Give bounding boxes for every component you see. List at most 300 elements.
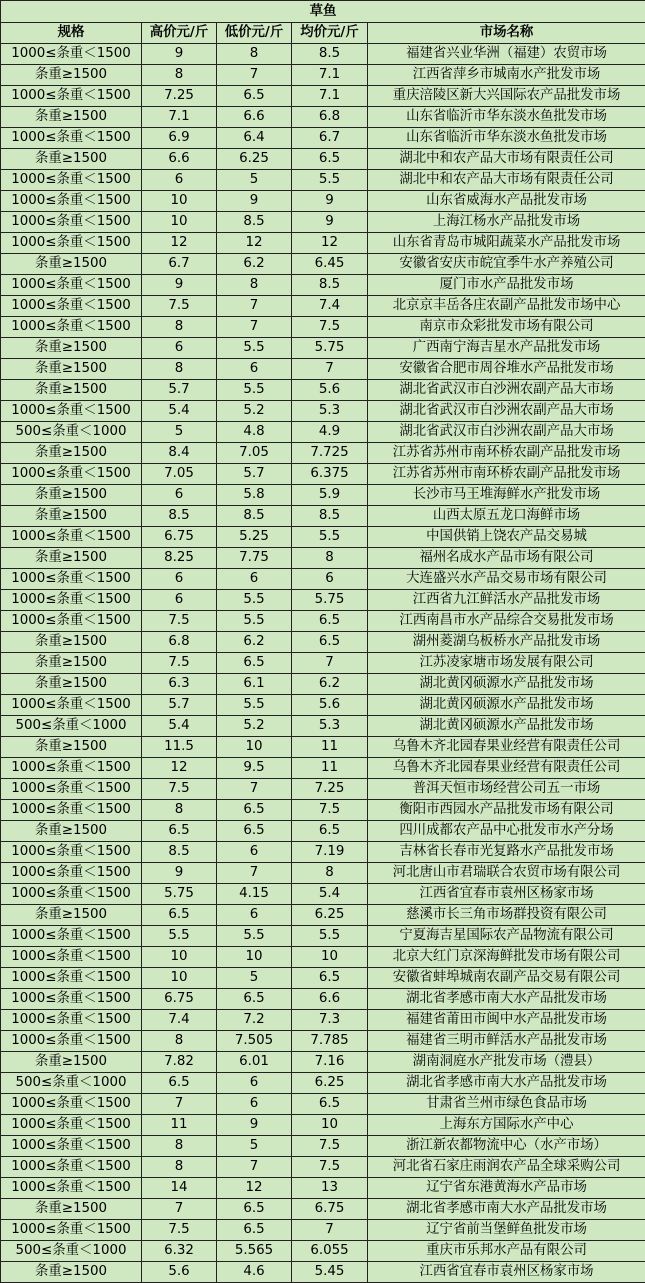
- table-row: [1, 548, 645, 569]
- high-price-cell: 7.82: [142, 1052, 217, 1073]
- low-price-cell: 7.75: [217, 548, 292, 569]
- spec-cell: 1000≤条重＜1500: [1, 275, 142, 296]
- table-row: [1, 1199, 645, 1220]
- avg-price-cell: 6.5: [292, 149, 368, 170]
- low-price-cell: 6.5: [217, 1220, 292, 1241]
- market-name-cell: 重庆市乐邦水产品有限公司: [368, 1241, 645, 1262]
- low-price-cell: 6.25: [217, 149, 292, 170]
- market-name-cell: 湖北省武汉市白沙洲农副产品大市场: [368, 401, 645, 422]
- table-row: [1, 674, 645, 695]
- avg-price-cell: 7: [292, 1220, 368, 1241]
- high-price-cell: 7: [142, 1094, 217, 1115]
- market-name-cell: 中国供销上饶农产品交易城: [368, 527, 645, 548]
- high-price-cell: 9: [142, 44, 217, 65]
- market-name-cell: 厦门市水产品批发市场: [368, 275, 645, 296]
- avg-price-cell: 9: [292, 212, 368, 233]
- table-row: [1, 485, 645, 506]
- market-name-cell: 湖北黄冈硕源水产品批发市场: [368, 695, 645, 716]
- table-row: [1, 275, 645, 296]
- spec-cell: 1000≤条重＜1500: [1, 317, 142, 338]
- market-name-cell: 江苏省苏州市南环桥农副产品批发市场: [368, 464, 645, 485]
- market-name-cell: 江西南昌市水产品综合交易批发市场: [368, 611, 645, 632]
- market-name-cell: 江苏省苏州市南环桥农副产品批发市场: [368, 443, 645, 464]
- avg-price-cell: 8.5: [292, 275, 368, 296]
- spec-cell: 1000≤条重＜1500: [1, 779, 142, 800]
- spec-cell: 1000≤条重＜1500: [1, 401, 142, 422]
- high-price-cell: 6.8: [142, 632, 217, 653]
- spec-cell: 500≤条重＜1000: [1, 1241, 142, 1262]
- avg-price-cell: 5.6: [292, 380, 368, 401]
- high-price-cell: 5: [142, 422, 217, 443]
- avg-price-cell: 5.4: [292, 884, 368, 905]
- market-name-cell: 安徽省合肥市周谷堆水产品批发市场: [368, 359, 645, 380]
- market-name-cell: 乌鲁木齐北园春果业经营有限责任公司: [368, 737, 645, 758]
- low-price-cell: 5.5: [217, 695, 292, 716]
- table-row: [1, 611, 645, 632]
- low-price-cell: 6.2: [217, 632, 292, 653]
- table-row: [1, 569, 645, 590]
- high-price-cell: 5.75: [142, 884, 217, 905]
- spec-cell: 1000≤条重＜1500: [1, 1178, 142, 1199]
- market-name-cell: 安徽省安庆市皖宜季牛水产养殖公司: [368, 254, 645, 275]
- high-price-cell: 6.6: [142, 149, 217, 170]
- high-price-cell: 7.5: [142, 1220, 217, 1241]
- table-row: [1, 1220, 645, 1241]
- avg-price-cell: 10: [292, 947, 368, 968]
- header-high-price: 高价元/斤: [142, 23, 217, 44]
- table-row: [1, 464, 645, 485]
- spec-cell: 1000≤条重＜1500: [1, 590, 142, 611]
- market-name-cell: 重庆涪陵区新大兴国际农产品批发市场: [368, 86, 645, 107]
- avg-price-cell: 6.5: [292, 1094, 368, 1115]
- low-price-cell: 6.5: [217, 653, 292, 674]
- avg-price-cell: 7.785: [292, 1031, 368, 1052]
- table-row: [1, 821, 645, 842]
- spec-cell: 1000≤条重＜1500: [1, 863, 142, 884]
- table-row: [1, 359, 645, 380]
- header-spec: 规格: [1, 23, 142, 44]
- high-price-cell: 10: [142, 947, 217, 968]
- table-row: [1, 422, 645, 443]
- table-row: [1, 86, 645, 107]
- market-name-cell: 江西省萍乡市城南水产批发市场: [368, 65, 645, 86]
- high-price-cell: 7.5: [142, 653, 217, 674]
- avg-price-cell: 7.16: [292, 1052, 368, 1073]
- market-name-cell: 江苏凌家塘市场发展有限公司: [368, 653, 645, 674]
- market-name-cell: 湖北省孝感市南大水产品批发市场: [368, 989, 645, 1010]
- low-price-cell: 8.5: [217, 506, 292, 527]
- spec-cell: 条重≥1500: [1, 254, 142, 275]
- table-row: [1, 44, 645, 65]
- avg-price-cell: 6.75: [292, 1199, 368, 1220]
- table-row: [1, 506, 645, 527]
- market-name-cell: 广西南宁海吉星水产品批发市场: [368, 338, 645, 359]
- market-name-cell: 安徽省蚌埠城南农副产品交易有限公司: [368, 968, 645, 989]
- table-row: [1, 947, 645, 968]
- high-price-cell: 8: [142, 317, 217, 338]
- header-avg-price: 均价元/斤: [292, 23, 368, 44]
- avg-price-cell: 6.5: [292, 968, 368, 989]
- avg-price-cell: 7.5: [292, 1136, 368, 1157]
- low-price-cell: 5.25: [217, 527, 292, 548]
- table-row: [1, 1115, 645, 1136]
- table-row: [1, 1073, 645, 1094]
- spec-cell: 1000≤条重＜1500: [1, 212, 142, 233]
- avg-price-cell: 7: [292, 653, 368, 674]
- market-name-cell: 湖北省孝感市南大水产品批发市场: [368, 1199, 645, 1220]
- high-price-cell: 10: [142, 191, 217, 212]
- high-price-cell: 10: [142, 968, 217, 989]
- high-price-cell: 6.75: [142, 989, 217, 1010]
- low-price-cell: 5.8: [217, 485, 292, 506]
- market-name-cell: 江西省宜春市袁州区杨家市场: [368, 884, 645, 905]
- table-row: [1, 842, 645, 863]
- avg-price-cell: 6.8: [292, 107, 368, 128]
- low-price-cell: 5.2: [217, 401, 292, 422]
- high-price-cell: 7.05: [142, 464, 217, 485]
- low-price-cell: 7: [217, 1157, 292, 1178]
- table-row: [1, 1136, 645, 1157]
- table-row: [1, 800, 645, 821]
- spec-cell: 1000≤条重＜1500: [1, 44, 142, 65]
- spec-cell: 1000≤条重＜1500: [1, 989, 142, 1010]
- spec-cell: 1000≤条重＜1500: [1, 86, 142, 107]
- high-price-cell: 8: [142, 1136, 217, 1157]
- table-row: [1, 1052, 645, 1073]
- low-price-cell: 6.5: [217, 1199, 292, 1220]
- avg-price-cell: 7.4: [292, 296, 368, 317]
- avg-price-cell: 7.25: [292, 779, 368, 800]
- market-name-cell: 山西太原五龙口海鲜市场: [368, 506, 645, 527]
- table-row: [1, 968, 645, 989]
- table-row: [1, 863, 645, 884]
- high-price-cell: 6.5: [142, 1073, 217, 1094]
- table-row: [1, 989, 645, 1010]
- market-name-cell: 普洱天恒市场经营公司五一市场: [368, 779, 645, 800]
- table-row: [1, 254, 645, 275]
- market-name-cell: 吉林省长春市光复路水产品批发市场: [368, 842, 645, 863]
- market-name-cell: 福建省兴业华洲（福建）农贸市场: [368, 44, 645, 65]
- avg-price-cell: 6.25: [292, 905, 368, 926]
- avg-price-cell: 5.5: [292, 926, 368, 947]
- high-price-cell: 6: [142, 485, 217, 506]
- market-name-cell: 辽宁省东港黄海水产品市场: [368, 1178, 645, 1199]
- table-row: [1, 1010, 645, 1031]
- spec-cell: 条重≥1500: [1, 674, 142, 695]
- high-price-cell: 12: [142, 233, 217, 254]
- low-price-cell: 9.5: [217, 758, 292, 779]
- table-row: [1, 170, 645, 191]
- high-price-cell: 8: [142, 1157, 217, 1178]
- spec-cell: 1000≤条重＜1500: [1, 233, 142, 254]
- header-row: [1, 23, 645, 44]
- table-row: [1, 401, 645, 422]
- high-price-cell: 9: [142, 863, 217, 884]
- low-price-cell: 5.5: [217, 338, 292, 359]
- market-name-cell: 上海江杨水产品批发市场: [368, 212, 645, 233]
- table-row: [1, 1262, 645, 1283]
- market-name-cell: 南京市众彩批发市场有限公司: [368, 317, 645, 338]
- table-row: [1, 1178, 645, 1199]
- market-name-cell: 上海东方国际水产中心: [368, 1115, 645, 1136]
- low-price-cell: 4.8: [217, 422, 292, 443]
- avg-price-cell: 8.5: [292, 506, 368, 527]
- avg-price-cell: 6.45: [292, 254, 368, 275]
- market-name-cell: 河北唐山市君瑞联合农贸市场有限公司: [368, 863, 645, 884]
- market-name-cell: 湖北黄冈硕源水产品批发市场: [368, 716, 645, 737]
- table-row: [1, 716, 645, 737]
- spec-cell: 1000≤条重＜1500: [1, 1220, 142, 1241]
- market-name-cell: 江西省宜春市袁州区杨家市场: [368, 1262, 645, 1283]
- market-name-cell: 湖北黄冈硕源水产品批发市场: [368, 674, 645, 695]
- avg-price-cell: 7.5: [292, 1157, 368, 1178]
- table-row: [1, 779, 645, 800]
- spec-cell: 1000≤条重＜1500: [1, 611, 142, 632]
- low-price-cell: 12: [217, 233, 292, 254]
- avg-price-cell: 6.6: [292, 989, 368, 1010]
- table-row: [1, 926, 645, 947]
- avg-price-cell: 12: [292, 233, 368, 254]
- high-price-cell: 11.5: [142, 737, 217, 758]
- low-price-cell: 7: [217, 296, 292, 317]
- spec-cell: 1000≤条重＜1500: [1, 1157, 142, 1178]
- low-price-cell: 5.7: [217, 464, 292, 485]
- low-price-cell: 9: [217, 191, 292, 212]
- avg-price-cell: 7.5: [292, 317, 368, 338]
- avg-price-cell: 8: [292, 863, 368, 884]
- spec-cell: 1000≤条重＜1500: [1, 1136, 142, 1157]
- avg-price-cell: 5.9: [292, 485, 368, 506]
- table-row: [1, 632, 645, 653]
- high-price-cell: 8: [142, 359, 217, 380]
- avg-price-cell: 13: [292, 1178, 368, 1199]
- spec-cell: 1000≤条重＜1500: [1, 1115, 142, 1136]
- spec-cell: 条重≥1500: [1, 737, 142, 758]
- spec-cell: 条重≥1500: [1, 65, 142, 86]
- low-price-cell: 9: [217, 1115, 292, 1136]
- market-name-cell: 湖北中和农产品大市场有限责任公司: [368, 170, 645, 191]
- low-price-cell: 7: [217, 863, 292, 884]
- market-name-cell: 湖北省武汉市白沙洲农副产品大市场: [368, 380, 645, 401]
- market-name-cell: 浙江新农都物流中心（水产市场）: [368, 1136, 645, 1157]
- low-price-cell: 5.5: [217, 590, 292, 611]
- avg-price-cell: 5.75: [292, 590, 368, 611]
- high-price-cell: 6.7: [142, 254, 217, 275]
- avg-price-cell: 8.5: [292, 44, 368, 65]
- spec-cell: 1000≤条重＜1500: [1, 947, 142, 968]
- high-price-cell: 7.4: [142, 1010, 217, 1031]
- table-row: [1, 590, 645, 611]
- low-price-cell: 6.6: [217, 107, 292, 128]
- avg-price-cell: 6.055: [292, 1241, 368, 1262]
- avg-price-cell: 7.3: [292, 1010, 368, 1031]
- high-price-cell: 6.3: [142, 674, 217, 695]
- low-price-cell: 4.15: [217, 884, 292, 905]
- spec-cell: 条重≥1500: [1, 107, 142, 128]
- spec-cell: 条重≥1500: [1, 905, 142, 926]
- avg-price-cell: 10: [292, 1115, 368, 1136]
- high-price-cell: 8.25: [142, 548, 217, 569]
- avg-price-cell: 6.375: [292, 464, 368, 485]
- table-row: [1, 149, 645, 170]
- market-name-cell: 福建省三明市鲜活水产品批发市场: [368, 1031, 645, 1052]
- low-price-cell: 6.5: [217, 821, 292, 842]
- market-name-cell: 大连盛兴水产品交易市场有限公司: [368, 569, 645, 590]
- avg-price-cell: 5.6: [292, 695, 368, 716]
- market-name-cell: 河北省石家庄雨润农产品全球采购公司: [368, 1157, 645, 1178]
- low-price-cell: 10: [217, 947, 292, 968]
- table-row: [1, 653, 645, 674]
- table-title: 草鱼: [1, 1, 645, 23]
- high-price-cell: 5.4: [142, 401, 217, 422]
- market-name-cell: 江西省九江鲜活水产品批发市场: [368, 590, 645, 611]
- high-price-cell: 5.6: [142, 1262, 217, 1283]
- avg-price-cell: 7.5: [292, 800, 368, 821]
- high-price-cell: 14: [142, 1178, 217, 1199]
- spec-cell: 1000≤条重＜1500: [1, 968, 142, 989]
- high-price-cell: 5.4: [142, 716, 217, 737]
- spec-cell: 条重≥1500: [1, 632, 142, 653]
- high-price-cell: 7.25: [142, 86, 217, 107]
- market-name-cell: 山东省威海水产品批发市场: [368, 191, 645, 212]
- high-price-cell: 5.7: [142, 380, 217, 401]
- spec-cell: 条重≥1500: [1, 1262, 142, 1283]
- high-price-cell: 7.5: [142, 296, 217, 317]
- spec-cell: 条重≥1500: [1, 653, 142, 674]
- high-price-cell: 6: [142, 590, 217, 611]
- spec-cell: 1000≤条重＜1500: [1, 842, 142, 863]
- high-price-cell: 6.32: [142, 1241, 217, 1262]
- market-name-cell: 宁夏海吉星国际农产品物流有限公司: [368, 926, 645, 947]
- table-row: [1, 527, 645, 548]
- market-name-cell: 山东省临沂市华东淡水鱼批发市场: [368, 107, 645, 128]
- avg-price-cell: 7.19: [292, 842, 368, 863]
- spec-cell: 1000≤条重＜1500: [1, 527, 142, 548]
- spec-cell: 1000≤条重＜1500: [1, 1010, 142, 1031]
- spec-cell: 1000≤条重＜1500: [1, 191, 142, 212]
- spec-cell: 条重≥1500: [1, 380, 142, 401]
- low-price-cell: 6: [217, 359, 292, 380]
- avg-price-cell: 6.25: [292, 1073, 368, 1094]
- avg-price-cell: 11: [292, 737, 368, 758]
- spec-cell: 1000≤条重＜1500: [1, 464, 142, 485]
- avg-price-cell: 6.7: [292, 128, 368, 149]
- spec-cell: 条重≥1500: [1, 1052, 142, 1073]
- low-price-cell: 7.2: [217, 1010, 292, 1031]
- high-price-cell: 11: [142, 1115, 217, 1136]
- table-row: [1, 1094, 645, 1115]
- market-name-cell: 辽宁省前当堡鲜鱼批发市场: [368, 1220, 645, 1241]
- high-price-cell: 8.4: [142, 443, 217, 464]
- spec-cell: 1000≤条重＜1500: [1, 800, 142, 821]
- low-price-cell: 6.5: [217, 989, 292, 1010]
- market-name-cell: 甘肃省兰州市绿色食品市场: [368, 1094, 645, 1115]
- market-name-cell: 湖北省孝感市南大水产品批发市场: [368, 1073, 645, 1094]
- high-price-cell: 6.5: [142, 821, 217, 842]
- avg-price-cell: 7.1: [292, 86, 368, 107]
- high-price-cell: 8.5: [142, 506, 217, 527]
- low-price-cell: 5: [217, 1136, 292, 1157]
- low-price-cell: 7.505: [217, 1031, 292, 1052]
- spec-cell: 1000≤条重＜1500: [1, 296, 142, 317]
- spec-cell: 条重≥1500: [1, 548, 142, 569]
- high-price-cell: 6: [142, 170, 217, 191]
- spec-cell: 1000≤条重＜1500: [1, 884, 142, 905]
- low-price-cell: 5: [217, 968, 292, 989]
- low-price-cell: 8: [217, 44, 292, 65]
- spec-cell: 1000≤条重＜1500: [1, 758, 142, 779]
- spec-cell: 条重≥1500: [1, 359, 142, 380]
- table-title-row: [1, 1, 645, 23]
- avg-price-cell: 8: [292, 548, 368, 569]
- low-price-cell: 8.5: [217, 212, 292, 233]
- spec-cell: 条重≥1500: [1, 485, 142, 506]
- market-name-cell: 山东省青岛市城阳蔬菜水产品批发市场: [368, 233, 645, 254]
- high-price-cell: 9: [142, 275, 217, 296]
- low-price-cell: 4.6: [217, 1262, 292, 1283]
- low-price-cell: 6.01: [217, 1052, 292, 1073]
- avg-price-cell: 6.2: [292, 674, 368, 695]
- market-name-cell: 四川成都农产品中心批发市水产分场: [368, 821, 645, 842]
- market-name-cell: 湖北省武汉市白沙洲农副产品大市场: [368, 422, 645, 443]
- high-price-cell: 8: [142, 65, 217, 86]
- table-row: [1, 1157, 645, 1178]
- table-row: [1, 380, 645, 401]
- high-price-cell: 7.1: [142, 107, 217, 128]
- low-price-cell: 6: [217, 905, 292, 926]
- low-price-cell: 7: [217, 65, 292, 86]
- spec-cell: 1000≤条重＜1500: [1, 695, 142, 716]
- avg-price-cell: 6: [292, 569, 368, 590]
- spec-cell: 条重≥1500: [1, 506, 142, 527]
- market-name-cell: 湖南洞庭水产批发市场（澧县）: [368, 1052, 645, 1073]
- low-price-cell: 7: [217, 779, 292, 800]
- spec-cell: 条重≥1500: [1, 149, 142, 170]
- market-name-cell: 长沙市马王堆海鲜水产批发市场: [368, 485, 645, 506]
- market-name-cell: 乌鲁木齐北园春果业经营有限责任公司: [368, 758, 645, 779]
- market-name-cell: 慈溪市长三角市场群投资有限公司: [368, 905, 645, 926]
- table-row: [1, 296, 645, 317]
- market-name-cell: 山东省临沂市华东淡水鱼批发市场: [368, 128, 645, 149]
- avg-price-cell: 6.5: [292, 821, 368, 842]
- low-price-cell: 6.1: [217, 674, 292, 695]
- low-price-cell: 5.565: [217, 1241, 292, 1262]
- high-price-cell: 12: [142, 758, 217, 779]
- avg-price-cell: 11: [292, 758, 368, 779]
- high-price-cell: 7: [142, 1199, 217, 1220]
- avg-price-cell: 5.3: [292, 716, 368, 737]
- avg-price-cell: 5.75: [292, 338, 368, 359]
- table-row: [1, 65, 645, 86]
- spec-cell: 条重≥1500: [1, 821, 142, 842]
- header-low-price: 低价元/斤: [217, 23, 292, 44]
- low-price-cell: 5.5: [217, 611, 292, 632]
- spec-cell: 500≤条重＜1000: [1, 422, 142, 443]
- high-price-cell: 6.5: [142, 905, 217, 926]
- avg-price-cell: 7.725: [292, 443, 368, 464]
- low-price-cell: 12: [217, 1178, 292, 1199]
- table-row: [1, 1241, 645, 1262]
- high-price-cell: 5.7: [142, 695, 217, 716]
- spec-cell: 条重≥1500: [1, 338, 142, 359]
- table-row: [1, 233, 645, 254]
- high-price-cell: 7.5: [142, 779, 217, 800]
- table-body: [1, 44, 645, 1283]
- market-name-cell: 福州名成水产品市场有限公司: [368, 548, 645, 569]
- market-name-cell: 衡阳市西园水产品批发市场有限公司: [368, 800, 645, 821]
- table-row: [1, 1031, 645, 1052]
- spec-cell: 条重≥1500: [1, 1199, 142, 1220]
